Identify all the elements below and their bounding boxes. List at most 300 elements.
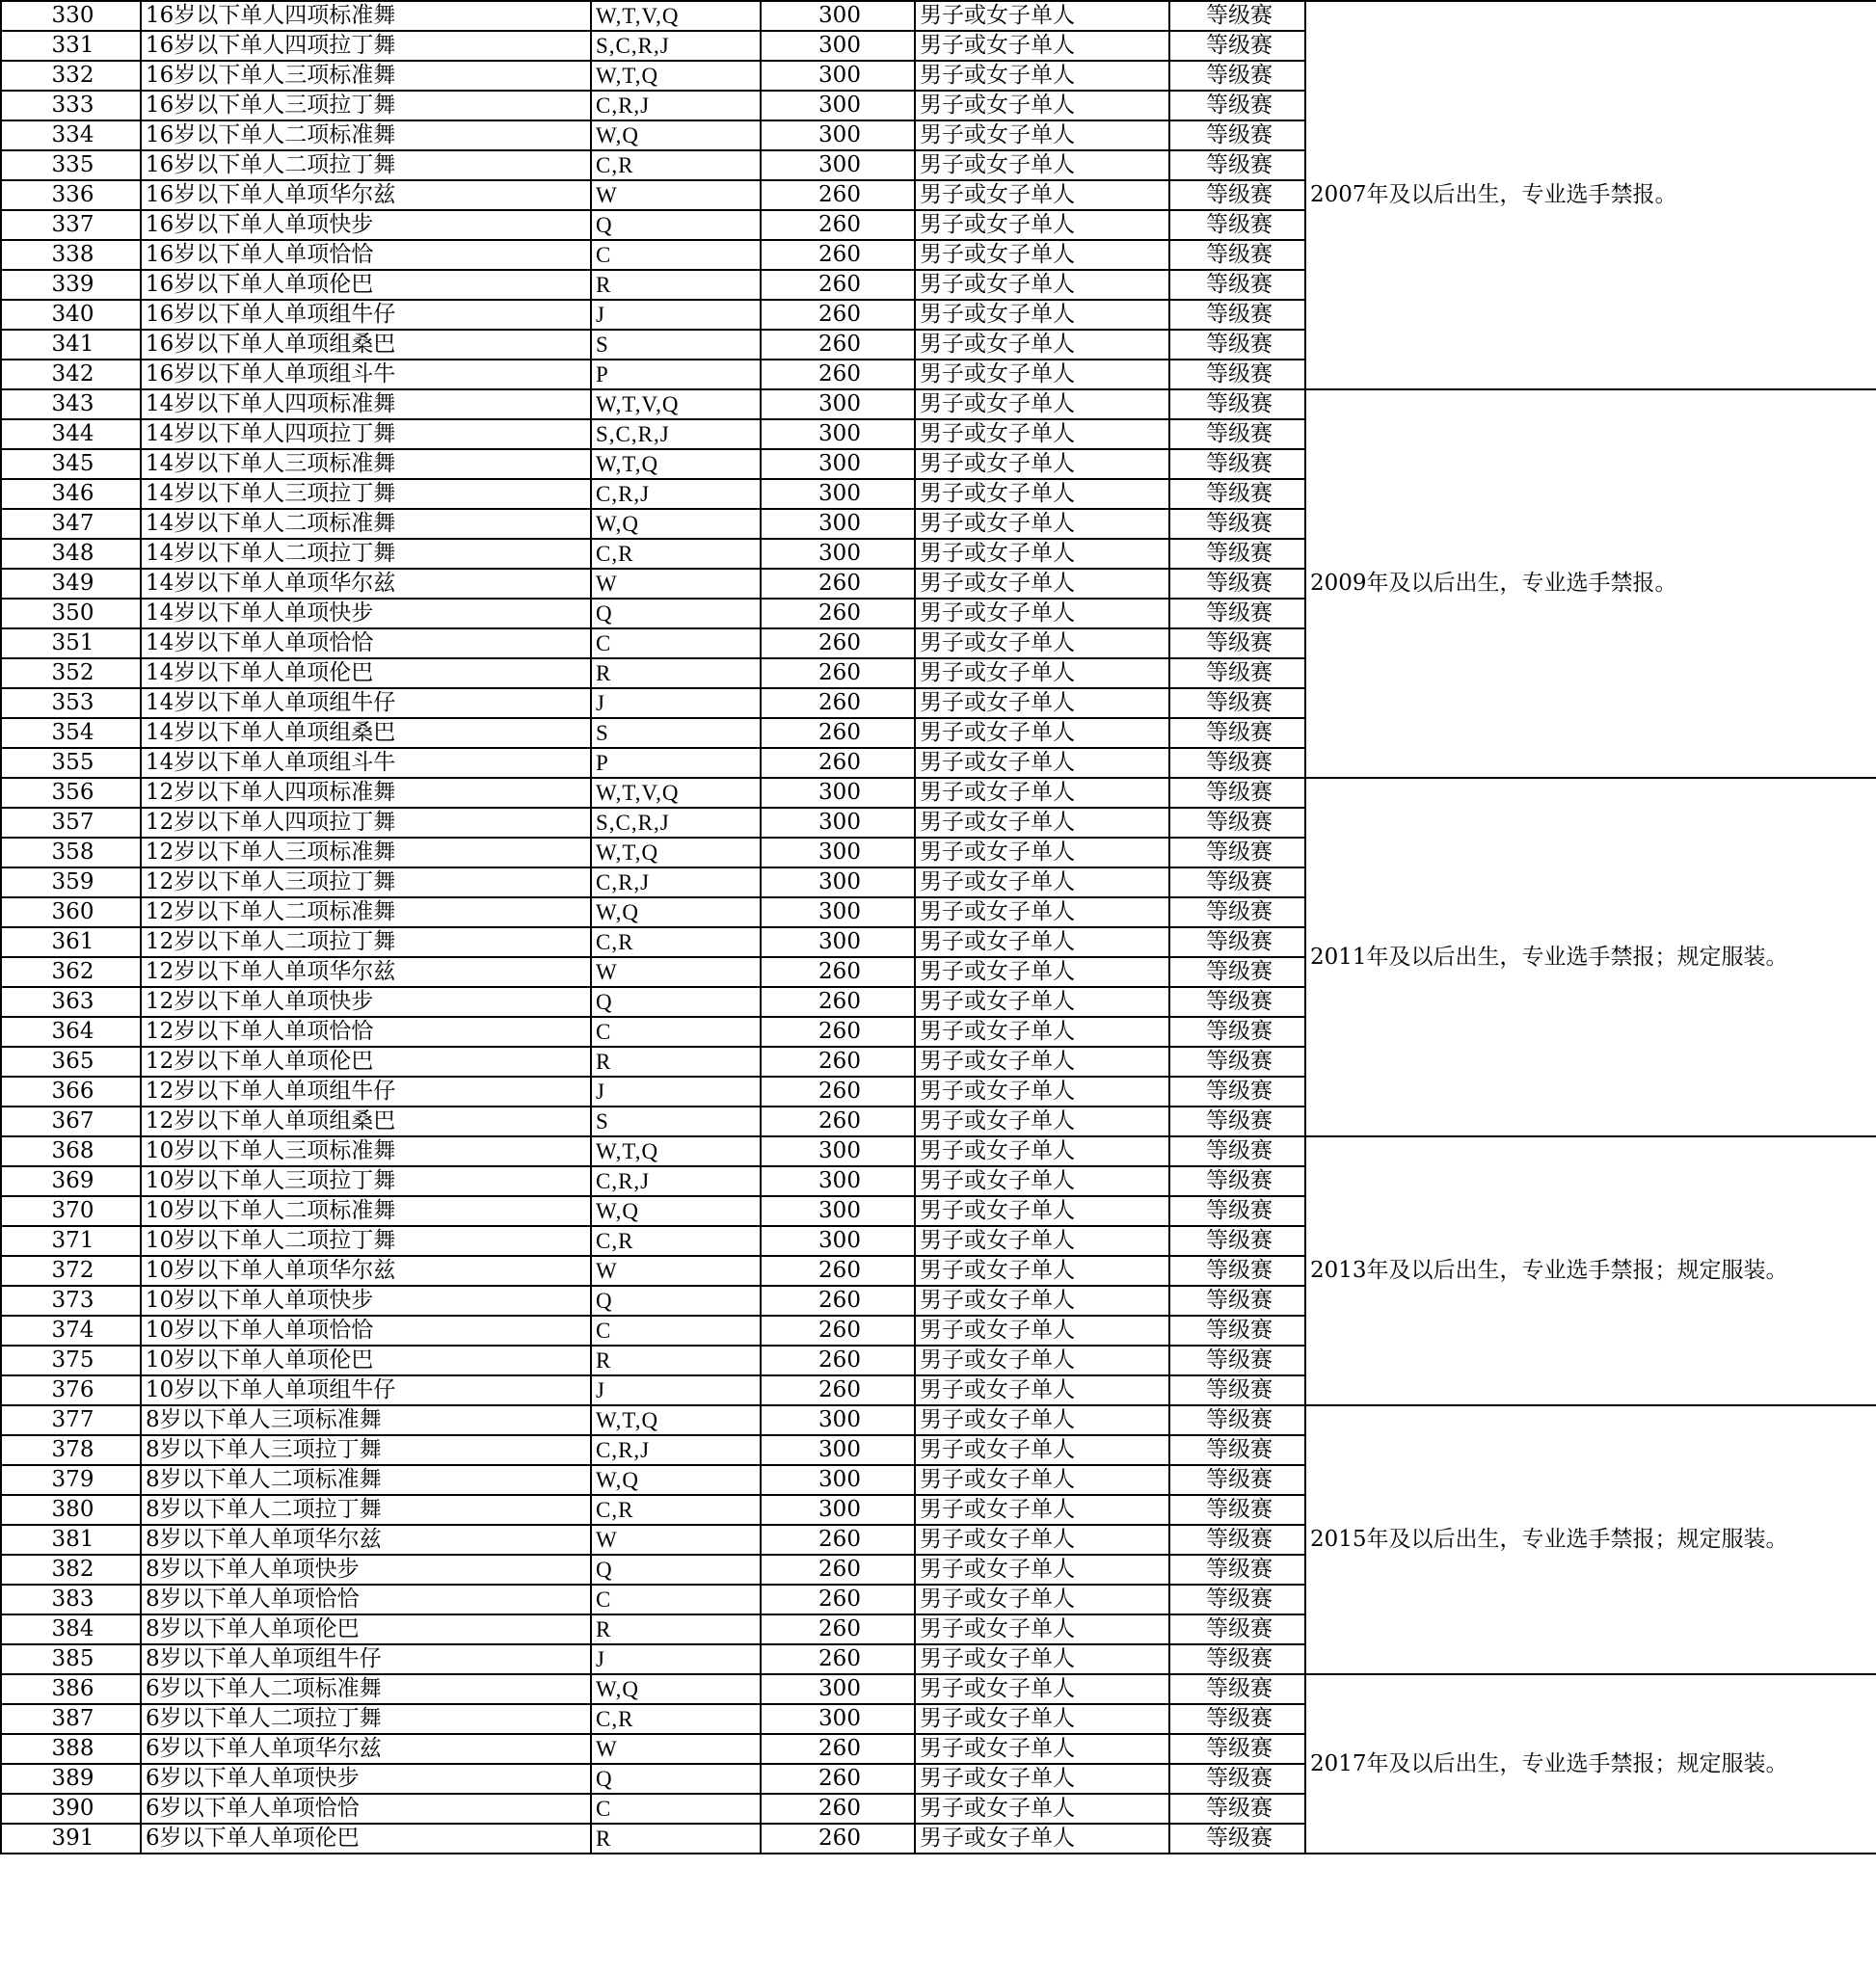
event-name-cell: 12岁以下单人四项标准舞 — [141, 778, 591, 808]
fee-cell: 300 — [761, 1674, 915, 1704]
entry-type-cell: 男子或女子单人 — [915, 180, 1169, 210]
entry-type-cell: 男子或女子单人 — [915, 1614, 1169, 1644]
fee-cell: 300 — [761, 419, 915, 449]
table-row — [1, 1674, 1876, 1704]
fee-cell: 300 — [761, 31, 915, 61]
event-name-cell: 10岁以下单人单项恰恰 — [141, 1316, 591, 1346]
fee-cell: 260 — [761, 1017, 915, 1047]
level-cell: 等级赛 — [1169, 240, 1305, 270]
dances-cell: W,T,V,Q — [591, 778, 761, 808]
entry-type-cell: 男子或女子单人 — [915, 539, 1169, 569]
event-number-cell: 362 — [1, 957, 141, 987]
dances-cell: S,C,R,J — [591, 808, 761, 838]
level-cell: 等级赛 — [1169, 1465, 1305, 1495]
dances-cell: W — [591, 1734, 761, 1764]
level-cell: 等级赛 — [1169, 300, 1305, 330]
event-number-cell: 342 — [1, 360, 141, 389]
level-cell: 等级赛 — [1169, 1226, 1305, 1256]
fee-cell: 260 — [761, 1644, 915, 1674]
event-name-cell: 14岁以下单人单项组桑巴 — [141, 718, 591, 748]
entry-type-cell: 男子或女子单人 — [915, 628, 1169, 658]
fee-cell: 260 — [761, 1585, 915, 1614]
fee-cell: 260 — [761, 360, 915, 389]
event-name-cell: 14岁以下单人二项标准舞 — [141, 509, 591, 539]
level-cell: 等级赛 — [1169, 1077, 1305, 1107]
eligibility-note-cell: 2007年及以后出生，专业选手禁报。 — [1305, 1, 1876, 389]
fee-cell: 260 — [761, 718, 915, 748]
fee-cell: 260 — [761, 1614, 915, 1644]
fee-cell: 300 — [761, 1, 915, 31]
event-name-cell: 8岁以下单人单项快步 — [141, 1555, 591, 1585]
level-cell: 等级赛 — [1169, 1734, 1305, 1764]
fee-cell: 300 — [761, 808, 915, 838]
event-name-cell: 12岁以下单人单项快步 — [141, 987, 591, 1017]
dances-cell: S,C,R,J — [591, 419, 761, 449]
dances-cell: C,R,J — [591, 867, 761, 897]
table-body — [1, 1, 1876, 1854]
event-name-cell: 6岁以下单人二项拉丁舞 — [141, 1704, 591, 1734]
entry-type-cell: 男子或女子单人 — [915, 1346, 1169, 1375]
entry-type-cell: 男子或女子单人 — [915, 658, 1169, 688]
event-number-cell: 375 — [1, 1346, 141, 1375]
fee-cell: 260 — [761, 688, 915, 718]
level-cell: 等级赛 — [1169, 808, 1305, 838]
dances-cell: C,R,J — [591, 1166, 761, 1196]
dances-cell: W,T,V,Q — [591, 1, 761, 31]
event-name-cell: 8岁以下单人三项标准舞 — [141, 1405, 591, 1435]
fee-cell: 260 — [761, 987, 915, 1017]
entry-type-cell: 男子或女子单人 — [915, 1585, 1169, 1614]
dances-cell: C,R — [591, 1495, 761, 1525]
event-number-cell: 340 — [1, 300, 141, 330]
event-name-cell: 16岁以下单人单项组斗牛 — [141, 360, 591, 389]
fee-cell: 260 — [761, 210, 915, 240]
level-cell: 等级赛 — [1169, 1107, 1305, 1136]
level-cell: 等级赛 — [1169, 718, 1305, 748]
event-number-cell: 369 — [1, 1166, 141, 1196]
dances-cell: C,R — [591, 1226, 761, 1256]
entry-type-cell: 男子或女子单人 — [915, 1794, 1169, 1824]
level-cell: 等级赛 — [1169, 688, 1305, 718]
fee-cell: 300 — [761, 867, 915, 897]
event-name-cell: 10岁以下单人二项标准舞 — [141, 1196, 591, 1226]
event-name-cell: 16岁以下单人二项标准舞 — [141, 120, 591, 150]
event-name-cell: 6岁以下单人二项标准舞 — [141, 1674, 591, 1704]
event-number-cell: 382 — [1, 1555, 141, 1585]
event-name-cell: 8岁以下单人二项拉丁舞 — [141, 1495, 591, 1525]
event-number-cell: 336 — [1, 180, 141, 210]
event-name-cell: 14岁以下单人四项拉丁舞 — [141, 419, 591, 449]
level-cell: 等级赛 — [1169, 957, 1305, 987]
fee-cell: 300 — [761, 897, 915, 927]
event-name-cell: 16岁以下单人单项伦巴 — [141, 270, 591, 300]
fee-cell: 260 — [761, 1764, 915, 1794]
event-name-cell: 6岁以下单人单项恰恰 — [141, 1794, 591, 1824]
fee-cell: 260 — [761, 180, 915, 210]
entry-type-cell: 男子或女子单人 — [915, 838, 1169, 867]
fee-cell: 260 — [761, 1077, 915, 1107]
level-cell: 等级赛 — [1169, 1286, 1305, 1316]
fee-cell: 300 — [761, 479, 915, 509]
dances-cell: C,R — [591, 150, 761, 180]
event-name-cell: 12岁以下单人单项恰恰 — [141, 1017, 591, 1047]
entry-type-cell: 男子或女子单人 — [915, 120, 1169, 150]
event-name-cell: 14岁以下单人二项拉丁舞 — [141, 539, 591, 569]
dances-cell: R — [591, 1346, 761, 1375]
event-name-cell: 10岁以下单人三项拉丁舞 — [141, 1166, 591, 1196]
level-cell: 等级赛 — [1169, 270, 1305, 300]
entry-type-cell: 男子或女子单人 — [915, 987, 1169, 1017]
level-cell: 等级赛 — [1169, 91, 1305, 120]
level-cell: 等级赛 — [1169, 539, 1305, 569]
entry-type-cell: 男子或女子单人 — [915, 897, 1169, 927]
event-number-cell: 338 — [1, 240, 141, 270]
entry-type-cell: 男子或女子单人 — [915, 599, 1169, 628]
dances-cell: C — [591, 1316, 761, 1346]
fee-cell: 300 — [761, 778, 915, 808]
event-name-cell: 16岁以下单人单项组桑巴 — [141, 330, 591, 360]
entry-type-cell: 男子或女子单人 — [915, 748, 1169, 778]
level-cell: 等级赛 — [1169, 658, 1305, 688]
event-name-cell: 16岁以下单人四项拉丁舞 — [141, 31, 591, 61]
entry-type-cell: 男子或女子单人 — [915, 449, 1169, 479]
entry-type-cell: 男子或女子单人 — [915, 778, 1169, 808]
event-number-cell: 355 — [1, 748, 141, 778]
fee-cell: 300 — [761, 1704, 915, 1734]
entry-type-cell: 男子或女子单人 — [915, 210, 1169, 240]
fee-cell: 260 — [761, 330, 915, 360]
dances-cell: W,T,Q — [591, 61, 761, 91]
table-row — [1, 1136, 1876, 1166]
fee-cell: 260 — [761, 1286, 915, 1316]
level-cell: 等级赛 — [1169, 120, 1305, 150]
event-number-cell: 343 — [1, 389, 141, 419]
event-number-cell: 331 — [1, 31, 141, 61]
event-number-cell: 333 — [1, 91, 141, 120]
level-cell: 等级赛 — [1169, 479, 1305, 509]
event-name-cell: 8岁以下单人单项恰恰 — [141, 1585, 591, 1614]
entry-type-cell: 男子或女子单人 — [915, 389, 1169, 419]
dances-cell: Q — [591, 1764, 761, 1794]
event-number-cell: 330 — [1, 1, 141, 31]
fee-cell: 300 — [761, 61, 915, 91]
level-cell: 等级赛 — [1169, 1256, 1305, 1286]
event-number-cell: 345 — [1, 449, 141, 479]
dances-cell: Q — [591, 599, 761, 628]
dances-cell: W,T,Q — [591, 449, 761, 479]
fee-cell: 260 — [761, 300, 915, 330]
dances-cell: Q — [591, 210, 761, 240]
fee-cell: 300 — [761, 1196, 915, 1226]
fee-cell: 260 — [761, 1734, 915, 1764]
dances-cell: C,R — [591, 539, 761, 569]
dances-cell: W — [591, 1256, 761, 1286]
event-number-cell: 334 — [1, 120, 141, 150]
level-cell: 等级赛 — [1169, 1017, 1305, 1047]
dances-cell: C — [591, 1794, 761, 1824]
table-row — [1, 778, 1876, 808]
event-name-cell: 12岁以下单人三项拉丁舞 — [141, 867, 591, 897]
event-name-cell: 10岁以下单人二项拉丁舞 — [141, 1226, 591, 1256]
fee-cell: 260 — [761, 1794, 915, 1824]
level-cell: 等级赛 — [1169, 1764, 1305, 1794]
entry-type-cell: 男子或女子单人 — [915, 360, 1169, 389]
event-name-cell: 8岁以下单人单项华尔兹 — [141, 1525, 591, 1555]
event-number-cell: 383 — [1, 1585, 141, 1614]
dances-cell: C,R,J — [591, 479, 761, 509]
level-cell: 等级赛 — [1169, 360, 1305, 389]
event-number-cell: 346 — [1, 479, 141, 509]
fee-cell: 260 — [761, 569, 915, 599]
dances-cell: J — [591, 1375, 761, 1405]
entry-type-cell: 男子或女子单人 — [915, 688, 1169, 718]
entry-type-cell: 男子或女子单人 — [915, 1824, 1169, 1854]
event-number-cell: 367 — [1, 1107, 141, 1136]
event-number-cell: 373 — [1, 1286, 141, 1316]
event-number-cell: 348 — [1, 539, 141, 569]
event-name-cell: 16岁以下单人二项拉丁舞 — [141, 150, 591, 180]
entry-type-cell: 男子或女子单人 — [915, 91, 1169, 120]
fee-cell: 260 — [761, 1375, 915, 1405]
event-name-cell: 14岁以下单人三项拉丁舞 — [141, 479, 591, 509]
event-number-cell: 359 — [1, 867, 141, 897]
event-name-cell: 8岁以下单人二项标准舞 — [141, 1465, 591, 1495]
dances-cell: P — [591, 360, 761, 389]
entry-type-cell: 男子或女子单人 — [915, 479, 1169, 509]
fee-cell: 260 — [761, 1824, 915, 1854]
event-number-cell: 384 — [1, 1614, 141, 1644]
event-number-cell: 385 — [1, 1644, 141, 1674]
level-cell: 等级赛 — [1169, 1674, 1305, 1704]
event-name-cell: 16岁以下单人四项标准舞 — [141, 1, 591, 31]
fee-cell: 300 — [761, 1166, 915, 1196]
entry-type-cell: 男子或女子单人 — [915, 1405, 1169, 1435]
dances-cell: S — [591, 1107, 761, 1136]
fee-cell: 300 — [761, 1226, 915, 1256]
event-name-cell: 14岁以下单人单项恰恰 — [141, 628, 591, 658]
entry-type-cell: 男子或女子单人 — [915, 1674, 1169, 1704]
table-row — [1, 1, 1876, 31]
level-cell: 等级赛 — [1169, 1047, 1305, 1077]
fee-cell: 260 — [761, 599, 915, 628]
entry-type-cell: 男子或女子单人 — [915, 509, 1169, 539]
level-cell: 等级赛 — [1169, 1585, 1305, 1614]
event-name-cell: 12岁以下单人单项组牛仔 — [141, 1077, 591, 1107]
event-number-cell: 370 — [1, 1196, 141, 1226]
event-number-cell: 366 — [1, 1077, 141, 1107]
dances-cell: Q — [591, 987, 761, 1017]
dances-cell: J — [591, 300, 761, 330]
event-number-cell: 335 — [1, 150, 141, 180]
entry-type-cell: 男子或女子单人 — [915, 1764, 1169, 1794]
level-cell: 等级赛 — [1169, 1644, 1305, 1674]
eligibility-note-cell: 2009年及以后出生，专业选手禁报。 — [1305, 389, 1876, 778]
fee-cell: 260 — [761, 1555, 915, 1585]
fee-cell: 260 — [761, 748, 915, 778]
dances-cell: W,Q — [591, 1465, 761, 1495]
event-number-cell: 386 — [1, 1674, 141, 1704]
level-cell: 等级赛 — [1169, 1316, 1305, 1346]
dances-cell: J — [591, 1644, 761, 1674]
event-name-cell: 16岁以下单人单项恰恰 — [141, 240, 591, 270]
level-cell: 等级赛 — [1169, 569, 1305, 599]
event-name-cell: 10岁以下单人单项快步 — [141, 1286, 591, 1316]
fee-cell: 300 — [761, 1136, 915, 1166]
event-number-cell: 378 — [1, 1435, 141, 1465]
fee-cell: 300 — [761, 1435, 915, 1465]
level-cell: 等级赛 — [1169, 897, 1305, 927]
level-cell: 等级赛 — [1169, 1346, 1305, 1375]
dances-cell: C — [591, 628, 761, 658]
event-name-cell: 12岁以下单人二项标准舞 — [141, 897, 591, 927]
event-number-cell: 344 — [1, 419, 141, 449]
level-cell: 等级赛 — [1169, 509, 1305, 539]
level-cell: 等级赛 — [1169, 599, 1305, 628]
event-number-cell: 379 — [1, 1465, 141, 1495]
entry-type-cell: 男子或女子单人 — [915, 1107, 1169, 1136]
event-number-cell: 341 — [1, 330, 141, 360]
event-number-cell: 368 — [1, 1136, 141, 1166]
fee-cell: 260 — [761, 1346, 915, 1375]
event-number-cell: 365 — [1, 1047, 141, 1077]
level-cell: 等级赛 — [1169, 1375, 1305, 1405]
dances-cell: C,R — [591, 927, 761, 957]
fee-cell: 300 — [761, 509, 915, 539]
dances-cell: J — [591, 1077, 761, 1107]
fee-cell: 300 — [761, 539, 915, 569]
fee-cell: 300 — [761, 1405, 915, 1435]
table-row — [1, 389, 1876, 419]
event-number-cell: 364 — [1, 1017, 141, 1047]
fee-cell: 300 — [761, 1465, 915, 1495]
level-cell: 等级赛 — [1169, 1824, 1305, 1854]
eligibility-note-cell: 2017年及以后出生，专业选手禁报；规定服装。 — [1305, 1674, 1876, 1854]
eligibility-note-cell: 2011年及以后出生，专业选手禁报；规定服装。 — [1305, 778, 1876, 1136]
level-cell: 等级赛 — [1169, 1136, 1305, 1166]
entry-type-cell: 男子或女子单人 — [915, 61, 1169, 91]
event-number-cell: 353 — [1, 688, 141, 718]
event-name-cell: 16岁以下单人单项华尔兹 — [141, 180, 591, 210]
entry-type-cell: 男子或女子单人 — [915, 1286, 1169, 1316]
entry-type-cell: 男子或女子单人 — [915, 718, 1169, 748]
level-cell: 等级赛 — [1169, 1405, 1305, 1435]
event-number-cell: 363 — [1, 987, 141, 1017]
event-name-cell: 12岁以下单人单项华尔兹 — [141, 957, 591, 987]
event-name-cell: 10岁以下单人单项华尔兹 — [141, 1256, 591, 1286]
level-cell: 等级赛 — [1169, 61, 1305, 91]
level-cell: 等级赛 — [1169, 1196, 1305, 1226]
entry-type-cell: 男子或女子单人 — [915, 867, 1169, 897]
fee-cell: 260 — [761, 270, 915, 300]
dances-cell: R — [591, 1614, 761, 1644]
entry-type-cell: 男子或女子单人 — [915, 808, 1169, 838]
event-name-cell: 16岁以下单人三项拉丁舞 — [141, 91, 591, 120]
event-name-cell: 8岁以下单人单项组牛仔 — [141, 1644, 591, 1674]
event-name-cell: 6岁以下单人单项伦巴 — [141, 1824, 591, 1854]
dances-cell: W,T,Q — [591, 838, 761, 867]
event-name-cell: 16岁以下单人单项快步 — [141, 210, 591, 240]
dances-cell: W,Q — [591, 897, 761, 927]
level-cell: 等级赛 — [1169, 330, 1305, 360]
level-cell: 等级赛 — [1169, 1614, 1305, 1644]
event-number-cell: 371 — [1, 1226, 141, 1256]
fee-cell: 260 — [761, 1256, 915, 1286]
dances-cell: W,Q — [591, 1674, 761, 1704]
level-cell: 等级赛 — [1169, 389, 1305, 419]
level-cell: 等级赛 — [1169, 1704, 1305, 1734]
dances-cell: R — [591, 1824, 761, 1854]
dances-cell: C — [591, 240, 761, 270]
dances-cell: S — [591, 330, 761, 360]
entry-type-cell: 男子或女子单人 — [915, 270, 1169, 300]
event-number-cell: 389 — [1, 1764, 141, 1794]
event-number-cell: 354 — [1, 718, 141, 748]
entry-type-cell: 男子或女子单人 — [915, 1495, 1169, 1525]
eligibility-note-cell: 2013年及以后出生，专业选手禁报；规定服装。 — [1305, 1136, 1876, 1405]
event-name-cell: 12岁以下单人二项拉丁舞 — [141, 927, 591, 957]
entry-type-cell: 男子或女子单人 — [915, 1256, 1169, 1286]
dances-cell: W,T,Q — [591, 1136, 761, 1166]
dances-cell: W,Q — [591, 1196, 761, 1226]
entry-type-cell: 男子或女子单人 — [915, 1704, 1169, 1734]
level-cell: 等级赛 — [1169, 867, 1305, 897]
dances-cell: S,C,R,J — [591, 31, 761, 61]
event-name-cell: 6岁以下单人单项华尔兹 — [141, 1734, 591, 1764]
dances-cell: C — [591, 1017, 761, 1047]
dances-cell: R — [591, 658, 761, 688]
entry-type-cell: 男子或女子单人 — [915, 419, 1169, 449]
level-cell: 等级赛 — [1169, 419, 1305, 449]
fee-cell: 260 — [761, 1107, 915, 1136]
level-cell: 等级赛 — [1169, 927, 1305, 957]
event-name-cell: 14岁以下单人三项标准舞 — [141, 449, 591, 479]
level-cell: 等级赛 — [1169, 1, 1305, 31]
fee-cell: 300 — [761, 927, 915, 957]
event-number-cell: 376 — [1, 1375, 141, 1405]
event-name-cell: 8岁以下单人三项拉丁舞 — [141, 1435, 591, 1465]
dances-cell: Q — [591, 1555, 761, 1585]
event-name-cell: 6岁以下单人单项快步 — [141, 1764, 591, 1794]
dances-cell: P — [591, 748, 761, 778]
dances-cell: J — [591, 688, 761, 718]
entry-type-cell: 男子或女子单人 — [915, 1166, 1169, 1196]
dances-cell: W — [591, 180, 761, 210]
entry-type-cell: 男子或女子单人 — [915, 1077, 1169, 1107]
dances-cell: S — [591, 718, 761, 748]
dances-cell: C,R,J — [591, 1435, 761, 1465]
dances-cell: W — [591, 569, 761, 599]
event-name-cell: 14岁以下单人单项组斗牛 — [141, 748, 591, 778]
event-name-cell: 12岁以下单人单项组桑巴 — [141, 1107, 591, 1136]
event-name-cell: 14岁以下单人单项华尔兹 — [141, 569, 591, 599]
level-cell: 等级赛 — [1169, 1794, 1305, 1824]
table-row — [1, 1405, 1876, 1435]
fee-cell: 260 — [761, 240, 915, 270]
entry-type-cell: 男子或女子单人 — [915, 1555, 1169, 1585]
event-number-cell: 361 — [1, 927, 141, 957]
level-cell: 等级赛 — [1169, 778, 1305, 808]
entry-type-cell: 男子或女子单人 — [915, 1196, 1169, 1226]
entry-type-cell: 男子或女子单人 — [915, 1226, 1169, 1256]
fee-cell: 300 — [761, 120, 915, 150]
fee-cell: 260 — [761, 1525, 915, 1555]
event-name-cell: 10岁以下单人单项组牛仔 — [141, 1375, 591, 1405]
fee-cell: 260 — [761, 1047, 915, 1077]
fee-cell: 300 — [761, 150, 915, 180]
event-name-cell: 8岁以下单人单项伦巴 — [141, 1614, 591, 1644]
entry-type-cell: 男子或女子单人 — [915, 957, 1169, 987]
event-name-cell: 12岁以下单人三项标准舞 — [141, 838, 591, 867]
